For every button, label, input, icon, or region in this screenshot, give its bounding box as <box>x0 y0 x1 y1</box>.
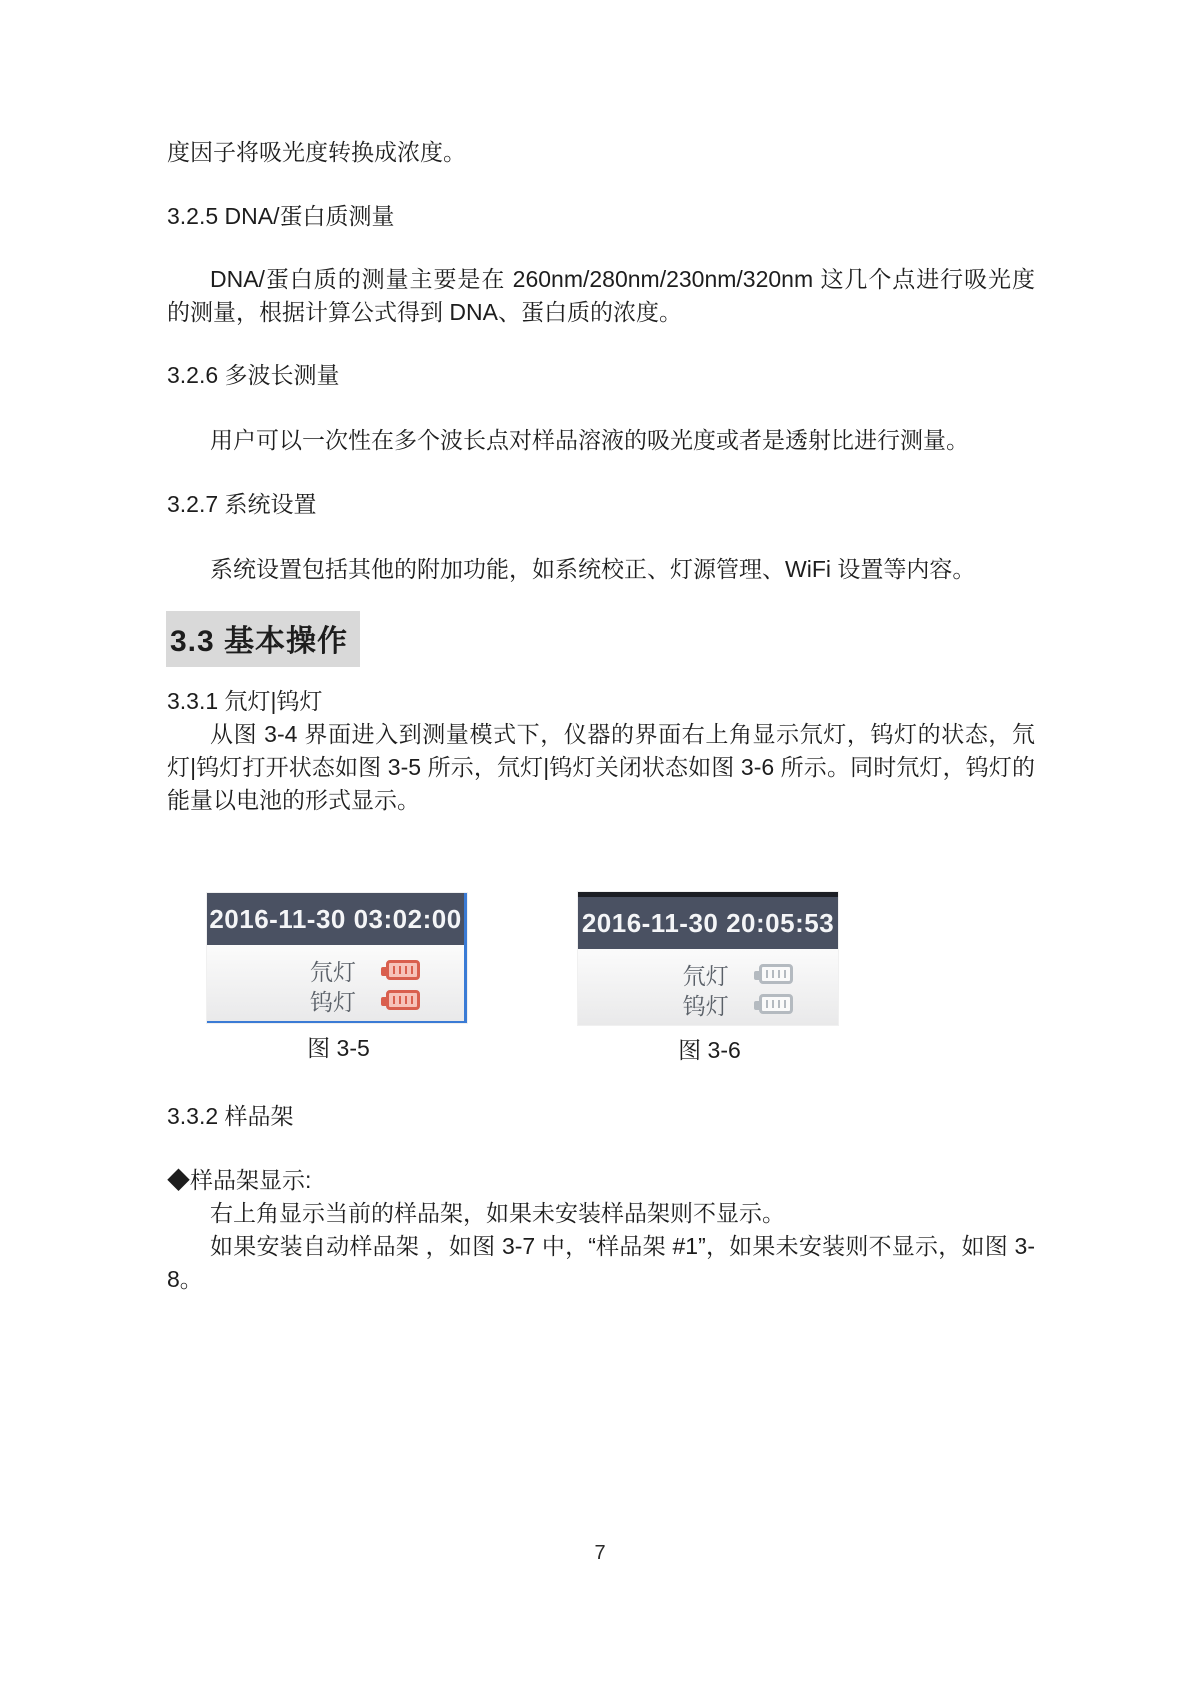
timestamp: 2016-11-30 03:02:00 <box>209 903 462 934</box>
page-number: 7 <box>594 1542 606 1564</box>
battery-on-icon <box>386 990 420 1010</box>
heading-3-2-6: 3.2.6 多波长测量 <box>167 362 340 388</box>
paragraph-3-3-1: 从图 3-4 界面进入到测量模式下，仪器的界面右上角显示氘灯，钨灯的状态，氘灯|钨灯打开状态如图 3-5 所示，氘灯|钨灯关闭状态如图 3-6 所示。同时氘灯，钨灯的能量以电池的形式显示。 <box>167 721 1035 813</box>
lamp-row <box>207 955 464 985</box>
heading-3-2-7: 3.2.7 系统设置 <box>167 491 317 517</box>
lamp-status-panel <box>578 949 838 1025</box>
timestamp: 2016-11-30 20:05:53 <box>581 907 835 938</box>
battery-off-icon <box>759 964 793 984</box>
tungsten-lamp-label: 钨灯 <box>682 992 729 1019</box>
heading-3-3-2: 3.3.2 样品架 <box>167 1103 294 1129</box>
heading-3-3-1: 3.3.1 氘灯|钨灯 <box>167 688 323 714</box>
status-bar <box>578 897 838 949</box>
lamp-row <box>578 989 838 1019</box>
heading-3-2-5: 3.2.5 DNA/蛋白质测量 <box>167 203 395 229</box>
heading-3-3: 3.3 基本操作 <box>166 611 360 667</box>
battery-on-icon <box>386 960 420 980</box>
screenshot-lamps-off <box>578 892 838 1025</box>
paragraph-3-2-6: 用户可以一次性在多个波长点对样品溶液的吸光度或者是透射比进行测量。 <box>210 427 969 453</box>
battery-off-icon <box>759 994 793 1014</box>
status-bar <box>207 893 464 945</box>
figure-3-6 <box>578 892 841 1065</box>
bullet-sample-holder-display: ◆样品架显示: <box>167 1167 312 1193</box>
lamp-row <box>207 985 464 1015</box>
screenshot-lamps-on <box>207 893 467 1023</box>
figure-caption: 图 3-6 <box>678 1037 741 1063</box>
lamp-status-panel <box>207 945 464 1021</box>
paragraph-3-3-2-b: 如果安装自动样品架 ，如图 3-7 中，“样品架 #1”，如果未安装则不显示，如图 3-8。 <box>167 1233 1035 1292</box>
paragraph-intro: 度因子将吸光度转换成浓度。 <box>167 139 466 165</box>
figure-caption: 图 3-5 <box>307 1035 370 1061</box>
lamp-row <box>578 959 838 989</box>
tungsten-lamp-label: 钨灯 <box>310 988 357 1015</box>
paragraph-3-2-7: 系统设置包括其他的附加功能，如系统校正、灯源管理、WiFi 设置等内容。 <box>210 556 976 582</box>
deuterium-lamp-label: 氘灯 <box>682 962 729 989</box>
figure-3-5 <box>207 893 470 1063</box>
paragraph-3-2-5: DNA/蛋白质的测量主要是在 260nm/280nm/230nm/320nm 这几个点进行吸光度的测量，根据计算公式得到 DNA、蛋白质的浓度。 <box>167 266 1035 325</box>
paragraph-3-3-2-a: 右上角显示当前的样品架，如果未安装样品架则不显示。 <box>210 1200 785 1226</box>
deuterium-lamp-label: 氘灯 <box>310 958 357 985</box>
